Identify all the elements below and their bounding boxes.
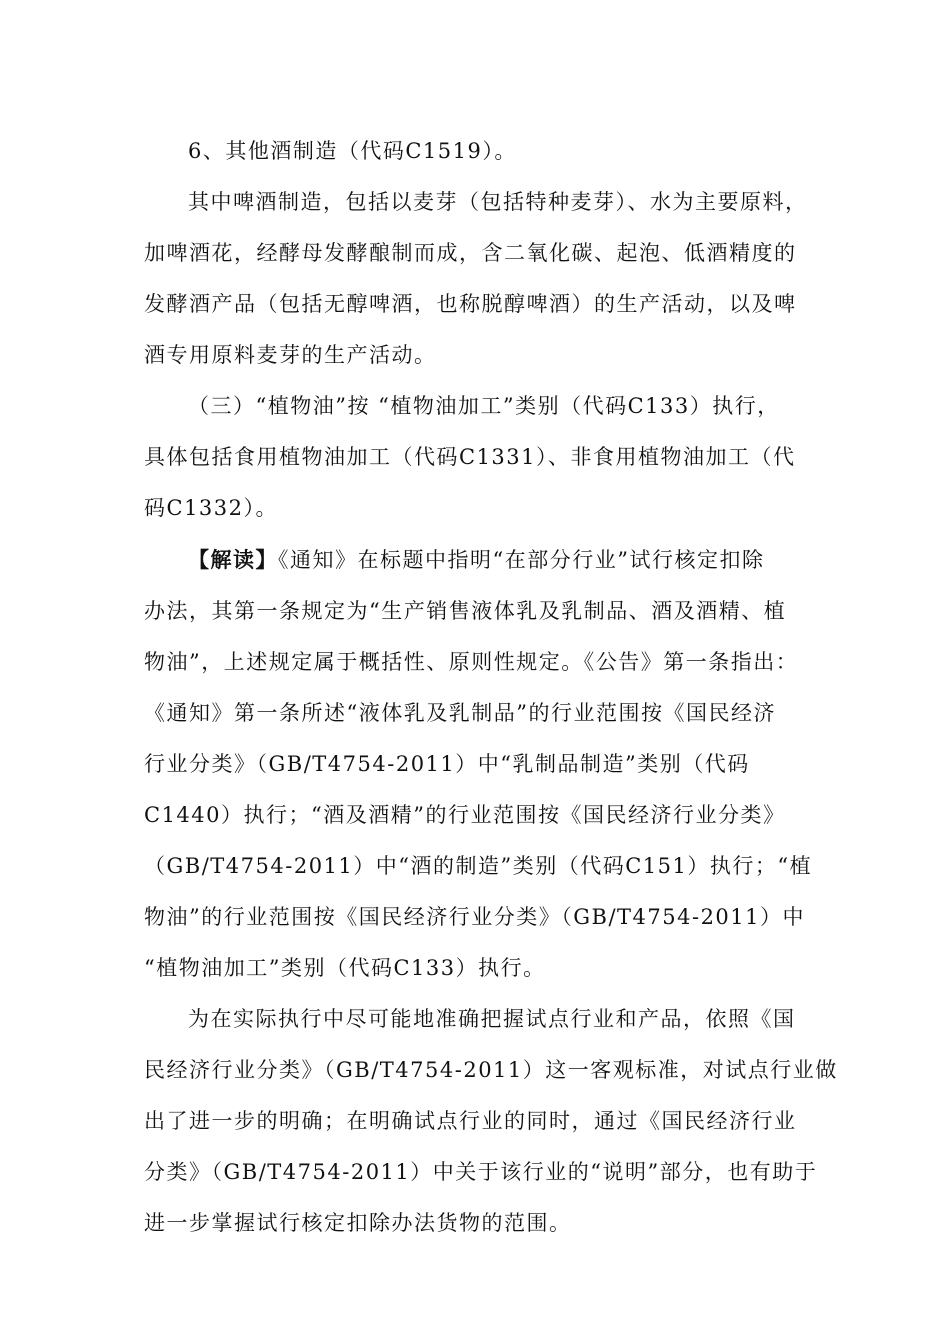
text-line: 《通知》第一条所述“液体乳及乳制品”的行业范围按《国民经济 <box>144 701 776 725</box>
paragraph-vegetable-oil <box>144 381 814 534</box>
paragraph-conclusion <box>144 994 838 1249</box>
text-line: 酒专用原料麦芽的生产活动。 <box>144 343 437 367</box>
paragraph-other-wine <box>144 126 814 177</box>
text-line: 办法，其第一条规定为“生产销售液体乳及乳制品、酒及酒精、植 <box>144 599 787 623</box>
text-line: 进一步掌握试行核定扣除办法货物的范围。 <box>144 1211 572 1235</box>
text-line: C1440）执行；“酒及酒精”的行业范围按《国民经济行业分类》 <box>144 803 786 827</box>
document-body <box>144 126 838 1249</box>
text-line: 为在实际执行中尽可能地准确把握试点行业和产品，依照《国 <box>188 1007 796 1031</box>
text-line: 民经济行业分类》（GB/T4754-2011）这一客观标准，对试点行业做 <box>144 1058 838 1082</box>
text-line: 物油”，上述规定属于概括性、原则性规定。《公告》第一条指出： <box>144 650 799 674</box>
text-line: 加啤酒花，经酵母发酵酿制而成，含二氧化碳、起泡、低酒精度的 <box>144 241 797 265</box>
text-line: （三）“植物油”按 “植物油加工”类别（代码C133）执行， <box>188 394 780 418</box>
text-line: （GB/T4754-2011）中“酒的制造”类别（代码C151）执行；“植 <box>144 854 813 878</box>
text-line: 发酵酒产品（包括无醇啤酒，也称脱醇啤酒）的生产活动，以及啤 <box>144 292 797 316</box>
text-line: 其中啤酒制造，包括以麦芽（包括特种麦芽）、水为主要原料， <box>188 190 808 214</box>
text-line: 出了进一步的明确；在明确试点行业的同时，通过《国民经济行业 <box>144 1109 797 1133</box>
text-line: 行业分类》（GB/T4754-2011）中“乳制品制造”类别（代码 <box>144 752 750 776</box>
interpretation-label: 【解读】 <box>188 547 278 572</box>
text-line: 6、其他酒制造（代码C1519）。 <box>188 139 517 163</box>
text-line: “植物油加工”类别（代码C133）执行。 <box>144 956 546 980</box>
text-line <box>144 534 814 586</box>
paragraph-beer <box>144 177 814 381</box>
text-line: 物油”的行业范围按《国民经济行业分类》（GB/T4754-2011）中 <box>144 905 806 929</box>
text-line: 具体包括食用植物油加工（代码C1331）、非食用植物油加工（代 <box>144 445 796 469</box>
text-segment: 《通知》在标题中指明“在部分行业”试行核定扣除 <box>278 548 765 572</box>
text-line: 码C1332）。 <box>144 496 279 520</box>
text-line: 分类》（GB/T4754-2011）中关于该行业的“说明”部分，也有助于 <box>144 1160 818 1184</box>
paragraph-interpretation <box>144 534 814 994</box>
